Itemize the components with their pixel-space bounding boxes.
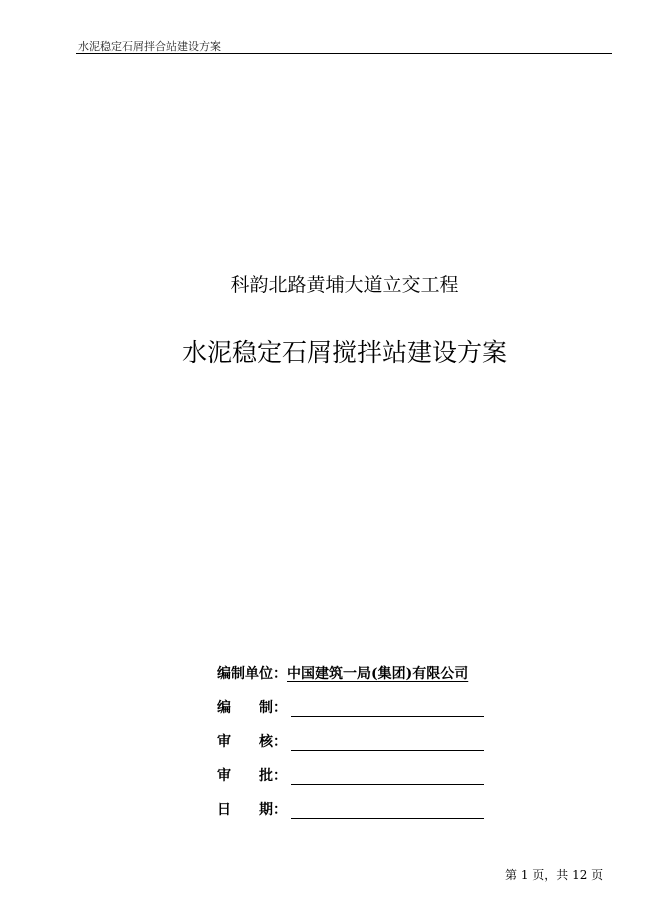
compiling-unit-value: 中国建筑一局(集团)有限公司 [287, 666, 469, 682]
compiled-by-row: 编 制 ： [217, 683, 484, 717]
reviewed-by-row: 审 核 ： [217, 717, 484, 751]
approved-by-row: 审 批 ： [217, 751, 484, 785]
compiling-unit-label: 编制单位： [217, 666, 287, 682]
compiled-by-blank-line [291, 700, 484, 717]
page-number: 第 1 页，共 12 页 [505, 868, 604, 882]
compiled-by-label: 编 制 [217, 700, 273, 716]
approved-by-label: 审 批 [217, 768, 273, 784]
reviewed-by-blank-line [291, 734, 484, 751]
signature-block [217, 649, 484, 819]
reviewed-by-label: 审 核 [217, 734, 273, 750]
date-blank-line [291, 802, 484, 819]
compiling-unit-row [217, 649, 484, 683]
running-header: 水泥稳定石屑拌合站建设方案 [78, 40, 221, 53]
document-title: 水泥稳定石屑搅拌站建设方案 [181, 338, 507, 367]
date-row: 日 期 ： [217, 785, 484, 819]
date-label: 日 期 [217, 802, 273, 818]
project-title: 科韵北路黄埔大道立交工程 [230, 274, 459, 296]
approved-by-blank-line [291, 768, 484, 785]
header-divider [76, 53, 612, 54]
